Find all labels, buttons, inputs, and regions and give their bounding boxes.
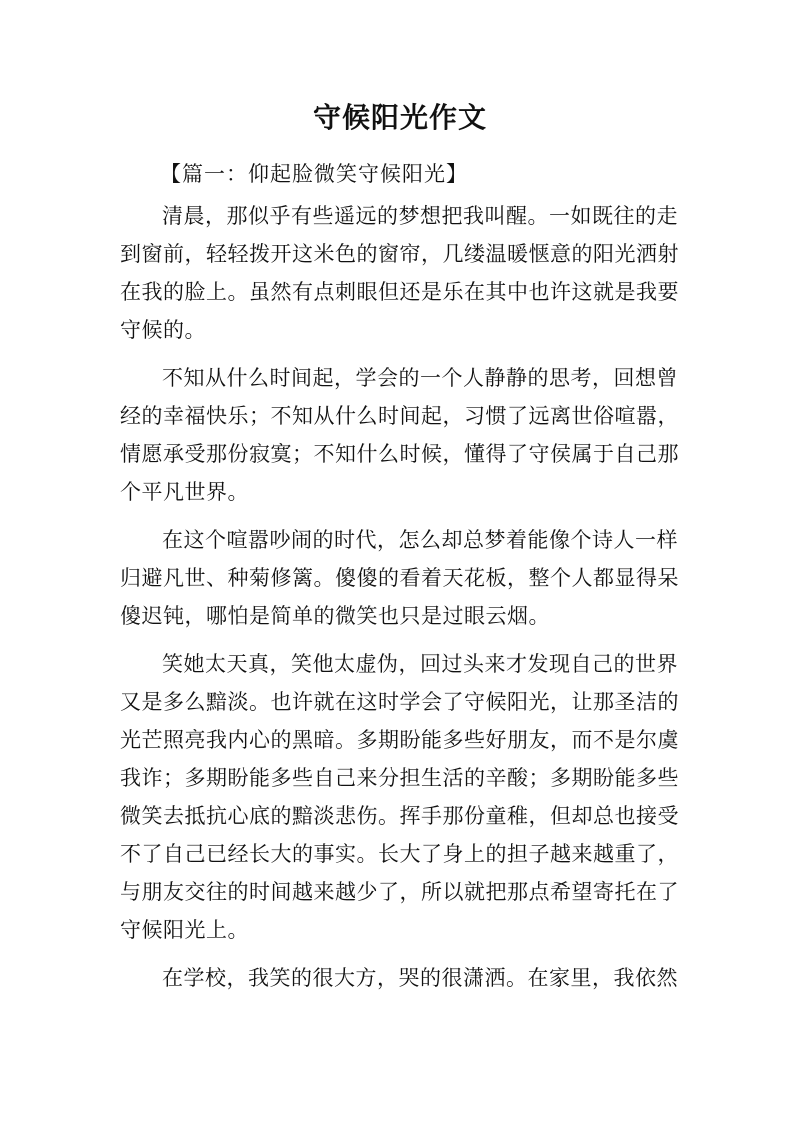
section-heading: 【篇一：仰起脸微笑守候阳光】 [160, 162, 468, 186]
paragraph-4 [120, 645, 680, 949]
paragraph-line: 归避凡世、种菊修篱。傻傻的看着天花板，整个人都显得呆 [120, 566, 679, 590]
paragraph-line: 微笑去抵抗心底的黯淡悲伤。挥手那份童稚，但却总也接受 [120, 804, 679, 828]
paragraph-line: 个平凡世界。 [120, 480, 249, 504]
document-title: 守候阳光作文 [312, 101, 487, 134]
paragraph-line: 在这个喧嚣吵闹的时代，怎么却总梦着能像个诗人一样 [162, 528, 678, 552]
paragraph-line: 守候阳光上。 [120, 918, 249, 942]
paragraph-line: 情愿承受那份寂寞；不知什么时候，懂得了守侯属于自己那 [120, 442, 679, 466]
paragraph-line: 在我的脸上。虽然有点刺眼但还是乐在其中也许这就是我要 [120, 280, 679, 304]
paragraph-5 [120, 959, 680, 997]
paragraph-1 [120, 197, 680, 349]
paragraph-line: 笑她太天真，笑他太虚伪，回过头来才发现自己的世界 [162, 652, 678, 676]
paragraph-line: 守候的。 [120, 318, 206, 342]
paragraph-line: 不知从什么时间起，学会的一个人静静的思考，回想曾 [162, 366, 678, 390]
paragraph-line: 我诈；多期盼能多些自己来分担生活的辛酸；多期盼能多些 [120, 766, 679, 790]
paragraph-line: 光芒照亮我内心的黑暗。多期盼能多些好朋友，而不是尔虞 [120, 728, 679, 752]
paragraph-line: 清晨，那似乎有些遥远的梦想把我叫醒。一如既往的走 [162, 204, 678, 228]
paragraph-line: 不了自己已经长大的事实。长大了身上的担子越来越重了， [120, 842, 679, 866]
paragraph-3 [120, 521, 680, 635]
paragraph-line: 在学校，我笑的很大方，哭的很潇洒。在家里，我依然 [162, 966, 678, 990]
paragraph-line: 傻迟钝，哪怕是简单的微笑也只是过眼云烟。 [120, 604, 550, 628]
paragraph-2 [120, 359, 680, 511]
paragraph-line: 到窗前，轻轻拨开这米色的窗帘，几缕温暖惬意的阳光洒射 [120, 242, 679, 266]
essay-body [120, 197, 680, 1007]
paragraph-line: 与朋友交往的时间越来越少了，所以就把那点希望寄托在了 [120, 880, 679, 904]
paragraph-line: 又是多么黯淡。也许就在这时学会了守候阳光，让那圣洁的 [120, 690, 679, 714]
paragraph-line: 经的幸福快乐；不知从什么时间起，习惯了远离世俗喧嚣， [120, 404, 679, 428]
